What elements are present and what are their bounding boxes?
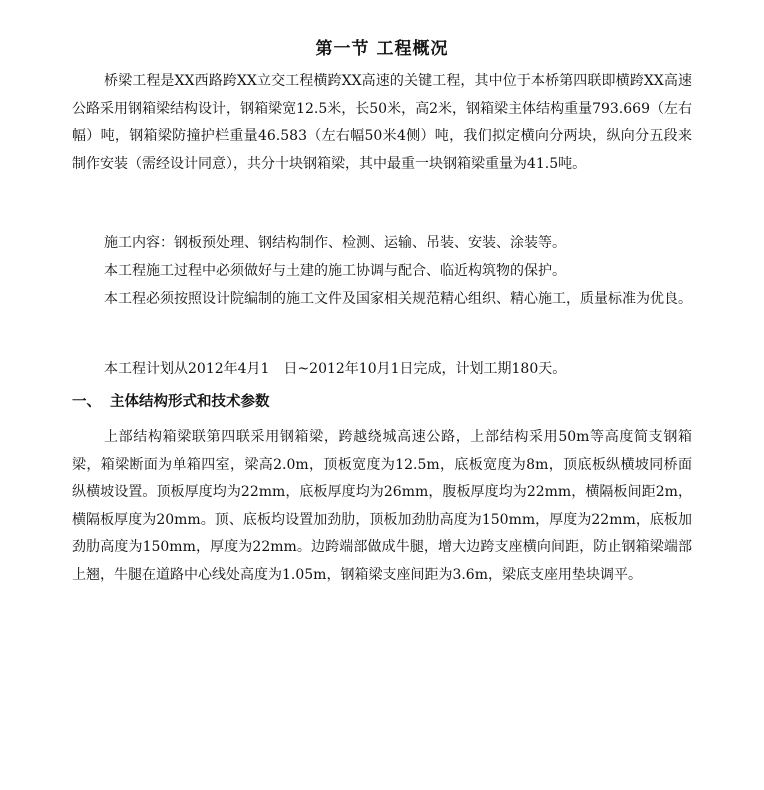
paragraph-construction-content: 施工内容：钢板预处理、钢结构制作、检测、运输、吊装、安装、涂装等。 (104, 235, 566, 251)
paragraph-schedule: 本工程计划从2012年4月1 日~2012年10月1日完成，计划工期180天。 (104, 361, 567, 377)
page-title: 第一节 工程概况 (315, 39, 449, 59)
paragraph-structure-parameters: 上部结构箱梁联第四联采用钢箱梁，跨越绕城高速公路，上部结构采用50m等高度简支钢箱梁，箱梁断面为单箱四室，梁高2.0m，顶板宽度为12.5m，底板宽度为8m，顶底板纵横坡同桥面纵横坡设置。顶板厚度均为22mm，底板厚度均为26mm，腹板厚度均为22mm，横隔板间距2m，横隔板厚度为20mm。顶、底板均设置加劲肋，顶板加劲肋高度为150mm，厚度为22mm，底板加劲肋高度为150mm，厚度为22mm。边跨端部做成牛腿，增大边跨支座横向间距，防止钢箱梁端部上翘，牛腿在道路中心线处高度为1.05m，钢箱梁支座间距为3.6m，梁底支座用垫块调平。 (72, 429, 692, 583)
paragraph-coordination: 本工程施工过程中必须做好与土建的施工协调与配合、临近构筑物的保护。 (104, 263, 566, 279)
paragraph-project-overview: 桥梁工程是XX西路跨XX立交工程横跨XX高速的关键工程，其中位于本桥第四联即横跨XX高速公路采用钢箱梁结构设计，钢箱梁宽12.5米，长50米，高2米，钢箱梁主体结构重量793.669（左右幅）吨，钢箱梁防撞护栏重量46.583（左右幅50米4侧）吨，我们拟定横向分两块，纵向分五段来制作安装（需经设计同意），共分十块钢箱梁，其中最重一块钢箱梁重量为41.5吨。 (72, 73, 692, 172)
section-heading (72, 388, 692, 416)
section-number: 一、 (72, 393, 101, 410)
paragraph-quality-standard: 本工程必须按照设计院编制的施工文件及国家相关规范精心组织、精心施工，质量标准为优良。 (104, 291, 692, 307)
section-heading-text: 主体结构形式和技术参数 (110, 393, 270, 410)
